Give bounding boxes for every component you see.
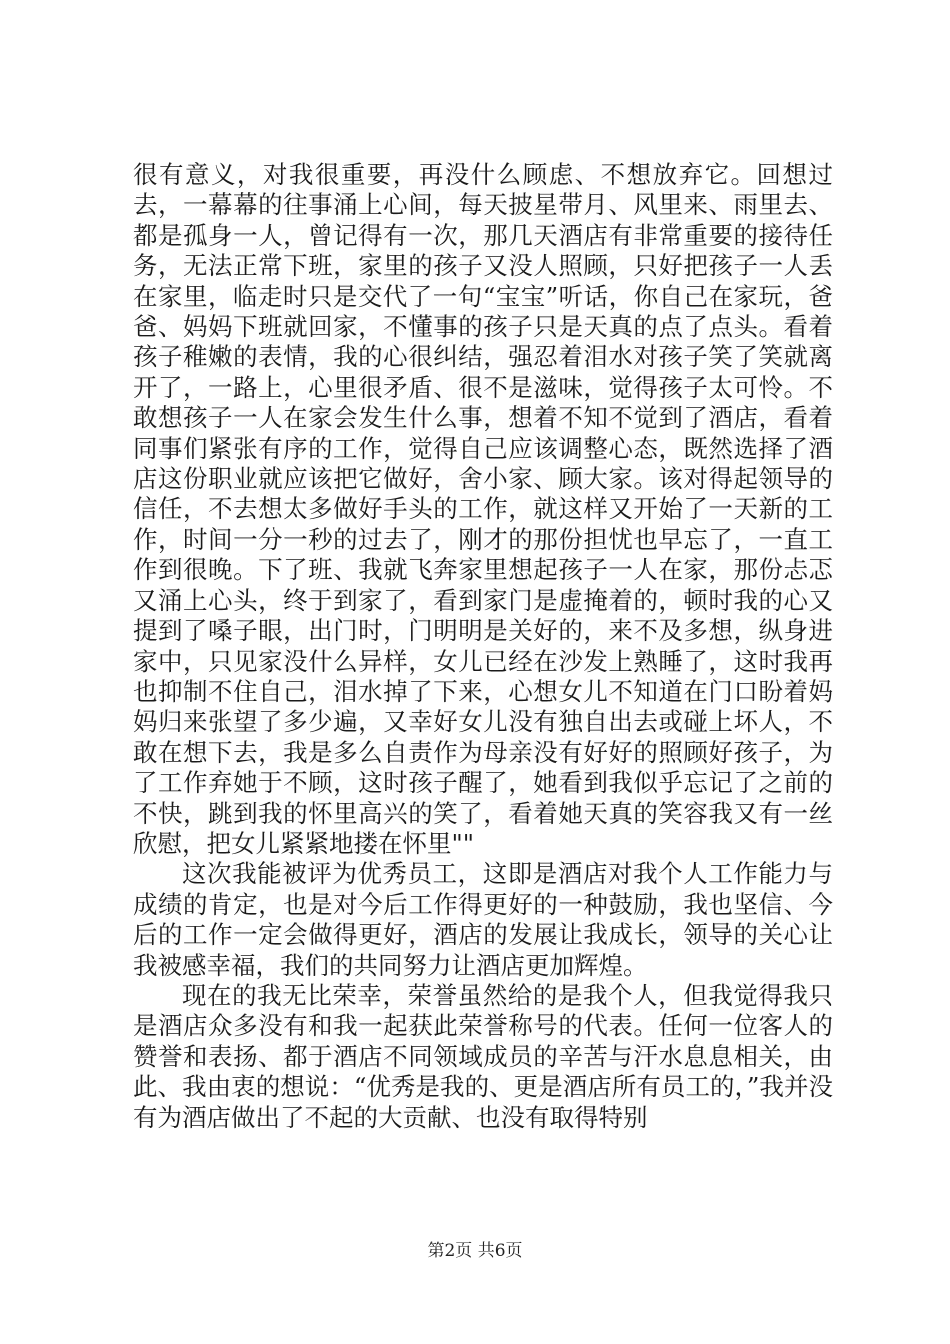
paragraph-2: 这次我能被评为优秀员工，这即是酒店对我个人工作能力与成绩的肯定，也是对今后工作得更好的一种鼓励，我也坚信、今后的工作一定会做得更好，酒店的发展让我成长，领导的关心让我被感幸福，我们的共同努力让酒店更加辉煌。 bbox=[133, 859, 833, 980]
page-number-footer: 第2页 共6页 bbox=[427, 1241, 523, 1261]
document-body bbox=[133, 160, 833, 1133]
paragraph-1: 很有意义，对我很重要，再没什么顾虑、不想放弃它。回想过去，一幕幕的往事涌上心间，每天披星带月、风里来、雨里去、都是孤身一人，曾记得有一次，那几天酒店有非常重要的接待任务，无法正常下班，家里的孩子又没人照顾，只好把孩子一人丢在家里，临走时只是交代了一句“宝宝”听话，你自己在家玩，爸爸、妈妈下班就回家，不懂事的孩子只是天真的点了点头。看着孩子稚嫩的表情，我的心很纠结，强忍着泪水对孩子笑了笑就离开了，一路上，心里很矛盾、很不是滋味，觉得孩子太可怜。不敢想孩子一人在家会发生什么事，想着不知不觉到了酒店，看着同事们紧张有序的工作，觉得自己应该调整心态，既然选择了酒店这份职业就应该把它做好，舍小家、顾大家。该对得起领导的信任，不去想太多做好手头的工作，就这样又开始了一天新的工作，时间一分一秒的过去了，刚才的那份担忧也早忘了，一直工作到很晚。下了班、我就飞奔家里想起孩子一人在家，那份忐忑又涌上心头，终于到家了，看到家门是虚掩着的，顿时我的心又提到了嗓子眼，出门时，门明明是关好的，来不及多想，纵身进家中，只见家没什么异样，女儿已经在沙发上熟睡了，这时我再也抑制不住自己，泪水掉了下来，心想女儿不知道在门口盼着妈妈归来张望了多少遍，又幸好女儿没有独自出去或碰上坏人，不敢在想下去，我是多么自责作为母亲没有好好的照顾好孩子，为了工作弃她于不顾，这时孩子醒了，她看到我似乎忘记了之前的不快，跳到我的怀里高兴的笑了，看着她天真的笑容我又有一丝欣慰，把女儿紧紧地搂在怀里"" bbox=[133, 160, 833, 858]
paragraph-3: 现在的我无比荣幸，荣誉虽然给的是我个人，但我觉得我只是酒店众多没有和我一起获此荣誉称号的代表。任何一位客人的赞誉和表扬、都于酒店不同领域成员的辛苦与汗水息息相关，由此、我由衷的想说：“优秀是我的、更是酒店所有员工的，”我并没有为酒店做出了不起的大贡献、也没有取得特别 bbox=[133, 980, 833, 1132]
